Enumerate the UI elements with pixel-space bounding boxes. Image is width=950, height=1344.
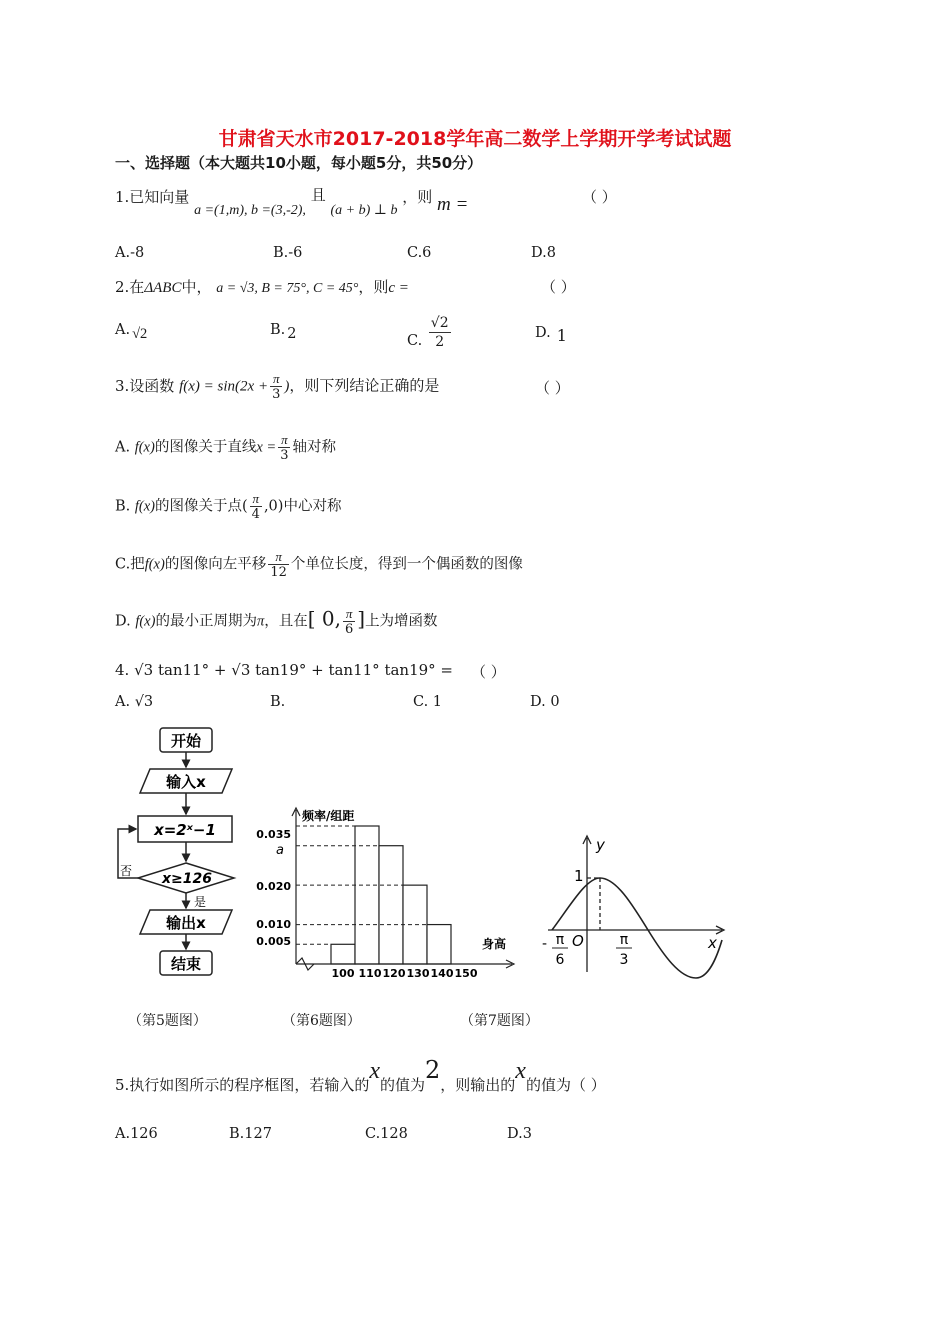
- q2-option-b-label: B.: [270, 322, 286, 338]
- q2-mid: 中，: [181, 278, 212, 296]
- page-title: 甘肃省天水市2017-2018学年高二数学上学期开学考试试题: [218, 128, 732, 150]
- q2-triangle: ΔABC: [144, 280, 182, 296]
- q5-x-input: x: [369, 1058, 380, 1084]
- q4-option-b: B.: [270, 694, 286, 710]
- flow-start-label: 开始: [170, 732, 202, 750]
- q3-b-text2: 中心对称: [283, 498, 342, 515]
- sine-tick-left-num: π: [555, 932, 565, 948]
- q3-fraction: [270, 371, 282, 402]
- question-3: [115, 371, 439, 402]
- q5-option-d: D.3: [507, 1126, 532, 1142]
- q2-option-d-value: 1: [556, 326, 567, 345]
- q2-cond: a = √3, B = 75°, C = 45°: [216, 281, 359, 296]
- hist-bar: [427, 925, 451, 964]
- hist-ytick-3: 0.010: [256, 918, 291, 931]
- q3-d-interval-right: ]: [357, 606, 366, 631]
- q1-answer-paren: （ ）: [582, 188, 617, 206]
- q4-option-a: A. √3: [115, 694, 154, 710]
- hist-ytick-2: 0.020: [256, 880, 291, 893]
- q1-cond2: (a + b) ⊥ b: [330, 203, 398, 218]
- flow-end-label: 结束: [170, 955, 202, 973]
- hist-xtick-0: 100: [331, 967, 355, 980]
- q3-func: f(x) = sin(2x +: [179, 378, 269, 395]
- sine-curve: [552, 878, 722, 978]
- section-heading: 一、选择题（本大题共10小题，每小题5分，共50分）: [115, 154, 483, 172]
- q3-d-text2: ，且在: [264, 613, 308, 630]
- q1-prefix: 1.已知向量: [115, 188, 190, 206]
- hist-ytick-0: 0.035: [256, 828, 291, 841]
- question-5: [115, 1056, 606, 1094]
- q3-d-fraction: [343, 606, 355, 637]
- q3-b-num: π: [250, 491, 262, 507]
- flow-cond-label: x≥126: [162, 871, 212, 887]
- q2-prefix: 2.在: [115, 278, 145, 296]
- q2-option-c-num: √2: [430, 315, 449, 331]
- q3-d-num: π: [343, 606, 355, 622]
- hist-xtick-3: 130: [406, 967, 430, 980]
- q3-b-den: 4: [251, 507, 260, 522]
- hist-xtick-5: 150: [454, 967, 478, 980]
- q3-c-text2: 个单位长度，得到一个偶函数的图像: [290, 556, 523, 573]
- sine-tick-left-den: 6: [555, 952, 565, 968]
- q2-ask: c =: [388, 280, 409, 296]
- sine-y-label: y: [596, 836, 605, 854]
- flow-yes-label: 是: [194, 895, 207, 909]
- q3-answer-paren: （ ）: [535, 379, 570, 397]
- q5-part3: ，则输出的: [440, 1076, 516, 1094]
- q2-option-a-label: A.: [115, 322, 131, 338]
- q2-option-a-value: √2: [132, 326, 148, 342]
- q2-option-b: [270, 322, 297, 342]
- hist-bar: [331, 944, 355, 964]
- q3-b-fraction: [250, 491, 262, 522]
- q3-b-text1: 的图像关于点: [155, 498, 242, 515]
- q3-d-interval-left: [ 0,: [307, 606, 341, 631]
- q1-cond1: a =(1,m), b =(3,-2),: [194, 203, 306, 218]
- q5-part2: 的值为: [379, 1076, 425, 1094]
- q3-a-num: π: [278, 432, 290, 448]
- q2-option-c: [407, 314, 453, 351]
- hist-xtick-1: 110: [358, 967, 382, 980]
- sine-origin-label: O: [572, 932, 584, 950]
- caption-fig5: （第5题图）: [128, 1013, 207, 1029]
- question-2: [115, 276, 409, 297]
- q3-option-d: [115, 606, 438, 637]
- hist-bar: [379, 846, 403, 964]
- q3-b-close: ,0): [263, 498, 284, 515]
- q3-a-x: x =: [256, 439, 277, 456]
- q3-tail: ，则下列结论正确的是: [289, 376, 440, 395]
- question-1: [115, 186, 469, 218]
- sine-tick-right-num: π: [619, 932, 629, 948]
- sine-graph-figure: [540, 832, 730, 982]
- q3-c-den: 12: [270, 565, 287, 580]
- caption-fig6: （第6题图）: [282, 1013, 361, 1029]
- q3-option-b: [115, 491, 341, 522]
- q3-c-func: f(x): [144, 556, 165, 573]
- flowchart-figure: [110, 722, 245, 982]
- sine-tick-right-den: 3: [619, 952, 629, 968]
- flow-no-label: 否: [120, 864, 133, 878]
- q3-frac-num: π: [270, 371, 282, 387]
- q5-option-c: C.128: [365, 1126, 408, 1142]
- q1-option-b: B.-6: [273, 245, 303, 261]
- sine-neg-sign: -: [542, 936, 548, 952]
- q3-a-den: 3: [280, 448, 289, 463]
- q3-c-label: C.把: [115, 556, 145, 573]
- q2-option-c-den: 2: [435, 334, 445, 350]
- q2-option-d-label: D.: [535, 325, 551, 341]
- q3-close: ): [284, 378, 290, 395]
- q3-b-func: f(x): [134, 498, 155, 515]
- q2-option-a: [115, 322, 148, 342]
- hist-ytick-1: a: [276, 843, 284, 858]
- hist-y-label: 频率/组距: [302, 809, 355, 823]
- q3-prefix: 3.设函数: [115, 376, 175, 395]
- q3-b-label: B.: [115, 498, 131, 515]
- flow-output-label: 输出x: [166, 914, 206, 932]
- q3-a-text2: 轴对称: [292, 439, 336, 456]
- q1-option-a: A.-8: [115, 245, 145, 261]
- q3-d-den: 6: [344, 622, 354, 637]
- flow-assign-label: x=2ˣ−1: [154, 821, 216, 839]
- q3-c-fraction: [268, 549, 289, 580]
- q5-option-a: A.126: [115, 1126, 158, 1142]
- q3-a-label: A.: [115, 439, 131, 456]
- q5-part1: 5.执行如图所示的程序框图，若输入的: [115, 1076, 370, 1094]
- q3-d-text1: 的最小正周期为: [155, 613, 257, 630]
- q4-answer-paren: （ ）: [471, 663, 506, 681]
- q1-ask: m =: [437, 194, 469, 215]
- q5-two: 2: [425, 1056, 441, 1084]
- question-4: 4. √3 tan11° + √3 tan19° + tan11° tan19° =: [115, 661, 454, 679]
- q2-option-c-fraction: [429, 314, 451, 351]
- q5-part4: 的值为（ ）: [525, 1076, 606, 1094]
- q1-option-d: D.8: [531, 245, 556, 261]
- q3-a-fraction: [278, 432, 290, 463]
- q3-d-text3: 上为增函数: [365, 613, 438, 630]
- q3-a-text1: 的图像关于直线: [154, 439, 257, 456]
- q3-d-pi: π: [256, 613, 265, 630]
- q5-x-output: x: [515, 1058, 526, 1084]
- q1-tail: ，则: [402, 188, 433, 206]
- q2-tail: ，则: [358, 278, 389, 296]
- q3-option-a: [115, 432, 336, 463]
- hist-x-label: 身高: [482, 937, 507, 951]
- q2-answer-paren: （ ）: [541, 278, 576, 296]
- q2-option-c-label: C.: [407, 332, 423, 349]
- sine-x-label: x: [708, 934, 717, 952]
- caption-fig7: （第7题图）: [460, 1013, 539, 1029]
- q3-b-open: (: [242, 498, 248, 515]
- hist-ytick-4: 0.005: [256, 935, 291, 948]
- q3-d-func: f(x): [135, 613, 156, 630]
- hist-xtick-2: 120: [382, 967, 406, 980]
- q3-option-c: [115, 549, 523, 580]
- hist-xtick-4: 140: [430, 967, 454, 980]
- q3-c-num: π: [268, 549, 289, 565]
- q3-d-label: D.: [115, 613, 131, 630]
- q2-option-d: [535, 322, 567, 345]
- q3-a-func: f(x): [134, 439, 155, 456]
- histogram-chart: [250, 800, 520, 982]
- q1-option-c: C.6: [407, 245, 432, 261]
- flow-input-label: 输入x: [166, 773, 206, 791]
- q4-option-c: C. 1: [413, 694, 443, 710]
- sine-max-label: 1: [574, 867, 584, 885]
- q1-mid: 且: [310, 186, 326, 204]
- q5-option-b: B.127: [229, 1126, 272, 1142]
- q2-option-b-value: 2: [287, 326, 297, 342]
- q3-c-text1: 的图像向左平移: [164, 556, 267, 573]
- hist-bar: [355, 826, 379, 964]
- q4-option-d: D. 0: [530, 694, 560, 710]
- q3-frac-den: 3: [272, 387, 281, 402]
